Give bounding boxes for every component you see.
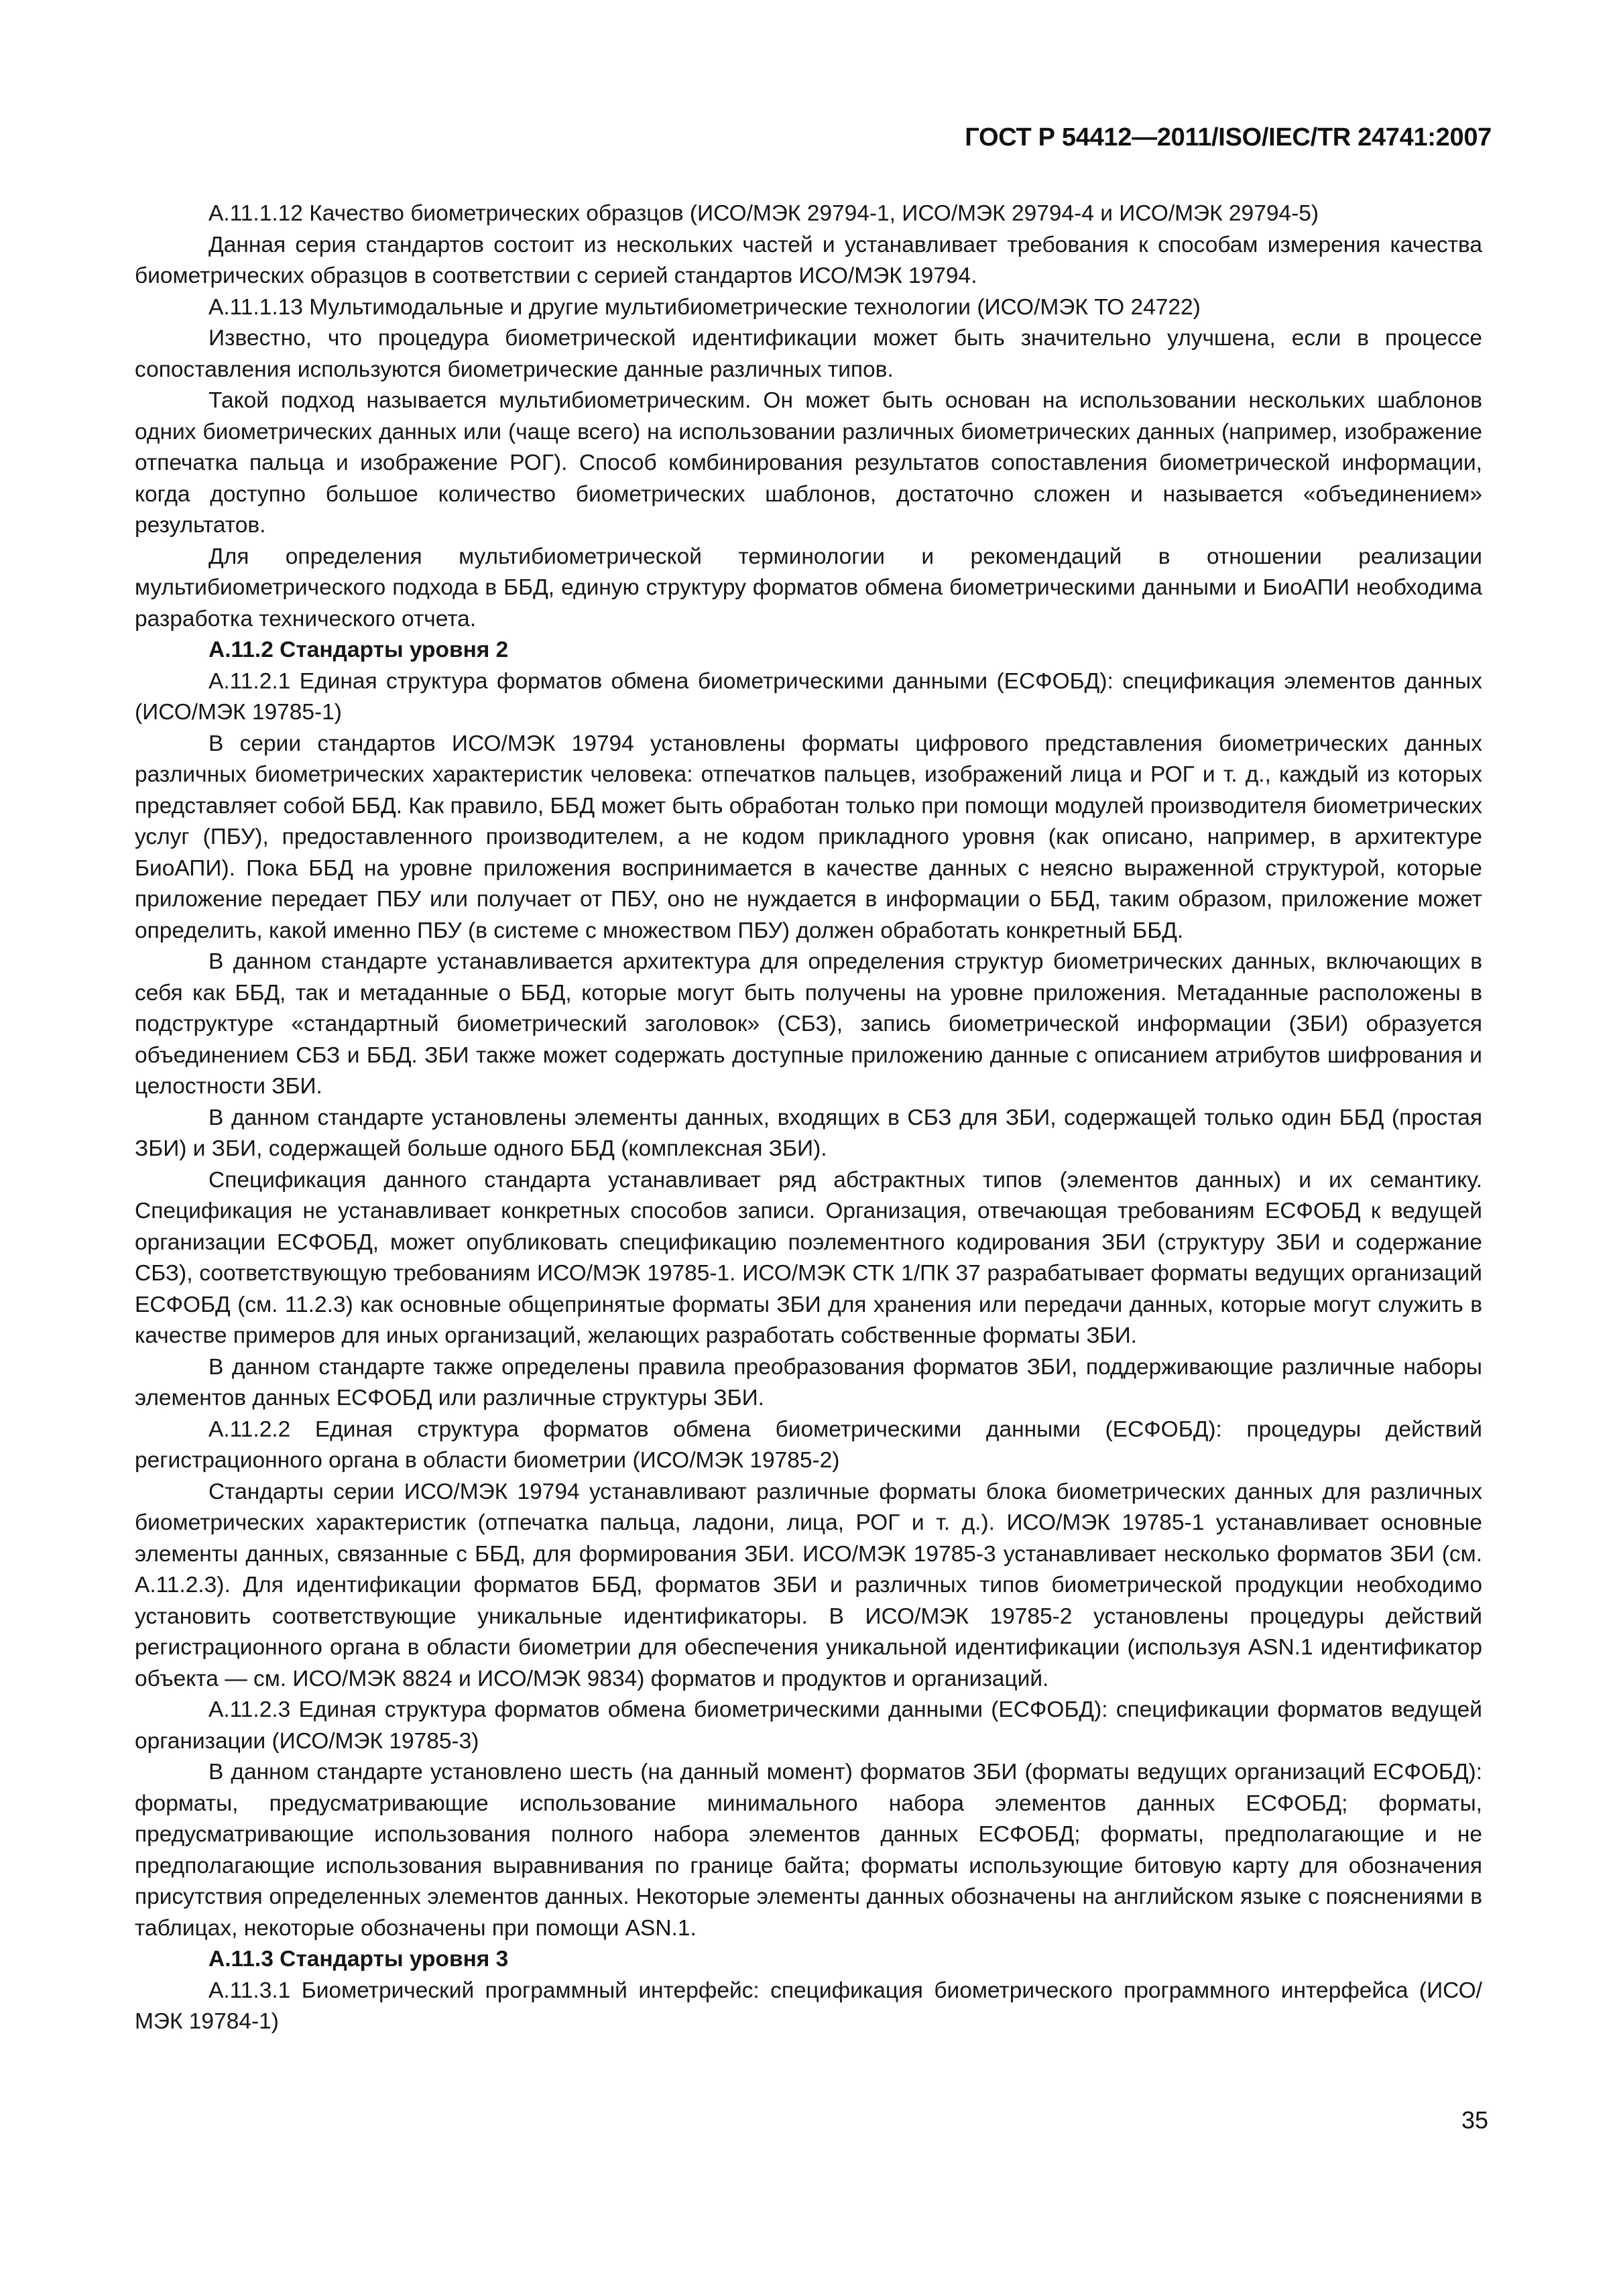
section-heading-a-11-3: А.11.3 Стандарты уровня 3 [208, 1947, 509, 1972]
paragraph-a-11-2-1: А.11.2.1 Единая структура форматов обмена биометрическими данными (ЕСФОБД): спецификация элементов данных (ИСО/МЭК 19785-1) [135, 668, 1482, 725]
paragraph-text: Данная серия стандартов состоит из нескольких частей и устанавливает требования к способам измерения качества биометрических образцов в соответствии с серией стандартов ИСО/МЭК 19794. [135, 232, 1482, 288]
paragraph-a-11-1-13: А.11.1.13 Мультимодальные и другие мультибиометрические технологии (ИСО/МЭК ТО 24722) [208, 294, 1201, 320]
paragraph-text: Для определения мультибиометрической терминологии и рекомендаций в отношении реализации мультибиометрического подхода в ББД, единую структуру форматов обмена биометрическими данными и БиоАПИ необходима разработка технического отчета. [135, 544, 1482, 631]
paragraph-a-11-3-1: А.11.3.1 Биометрический программный интерфейс: спецификация биометрического программного интерфейса (ИСО/МЭК 19784-1) [135, 1978, 1482, 2034]
paragraph-text: В данном стандарте установлено шесть (на данный момент) форматов ЗБИ (форматы ведущих организаций ЕСФОБД): форматы, предусматривающие использование минимального набора элементов данных ЕСФОБД; форматы, предусматривающие использования полного набора элементов данных ЕСФОБД; форматы, предполагающие и не предполагающие использования выравнивания по границе байта; форматы использующие битовую карту для обозначения присутствия определенных элементов данных. Некоторые элементы данных обозначены на английском языке с пояснениями в таблицах, некоторые обозначены при помощи ASN.1. [135, 1760, 1482, 1941]
section-heading-a-11-2: А.11.2 Стандарты уровня 2 [208, 638, 509, 662]
paragraph-text: Спецификация данного стандарта устанавливает ряд абстрактных типов (элементов данных) и их семантику. Спецификация не устанавливает конкретных способов записи. Организация, отвечающая требованиям ЕСФОБД к ведущей организации ЕСФОБД, может опубликовать спецификацию поэлементного кодирования ЗБИ (структуру ЗБИ и содержание СБЗ), соответствующую требованиям ИСО/МЭК 19785-1. ИСО/МЭК СТК 1/ПК 37 разрабатывает форматы ведущих организаций ЕСФОБД (см. 11.2.3) как основные общепринятые форматы ЗБИ для хранения или передачи данных, которые могут служить в качестве примеров для иных организаций, желающих разработать собственные форматы ЗБИ. [135, 1167, 1482, 1348]
paragraph-text: Стандарты серии ИСО/МЭК 19794 устанавливают различные форматы блока биометрических данных для различных биометрических характеристик (отпечатка пальца, ладони, лица, РОГ и т. д.). ИСО/МЭК 19785-1 устанавливает основные элементы данных, связанные с ББД, для формирования ЗБИ. ИСО/МЭК 19785-3 устанавливает несколько форматов ЗБИ (см. А.11.2.3). Для идентификации форматов ББД, форматов ЗБИ и различных типов биометрической продукции необходимо установить соответствующие уникальные идентификаторы. В ИСО/МЭК 19785-2 установлены процедуры действий регистрационного органа в области биометрии для обеспечения уникальной идентификации (используя ASN.1 идентификатор объекта — см. ИСО/МЭК 8824 и ИСО/МЭК 9834) форматов и продуктов и организаций. [135, 1479, 1482, 1691]
document-body [135, 198, 1482, 2038]
paragraph-a-11-2-3: А.11.2.3 Единая структура форматов обмена биометрическими данными (ЕСФОБД): спецификации форматов ведущей организации (ИСО/МЭК 19785-3) [135, 1697, 1482, 1754]
paragraph-a-11-1-12: А.11.1.12 Качество биометрических образцов (ИСО/МЭК 29794-1, ИСО/МЭК 29794-4 и ИСО/МЭК 29794-5) [208, 201, 1319, 226]
page-number: 35 [1461, 2106, 1488, 2134]
paragraph-text: В данном стандарте установлены элементы данных, входящих в СБЗ для ЗБИ, содержащей только один ББД (простая ЗБИ) и ЗБИ, содержащей больше одного ББД (комплексная ЗБИ). [135, 1105, 1482, 1161]
document-header: ГОСТ Р 54412—2011/ISO/IEC/TR 24741:2007 [965, 123, 1492, 152]
paragraph-a-11-2-2: А.11.2.2 Единая структура форматов обмена биометрическими данными (ЕСФОБД): процедуры действий регистрационного органа в области биометрии (ИСО/МЭК 19785-2) [135, 1416, 1482, 1473]
paragraph-text: В данном стандарте также определены правила преобразования форматов ЗБИ, поддерживающие различные наборы элементов данных ЕСФОБД или различные структуры ЗБИ. [135, 1354, 1482, 1410]
paragraph-text: В данном стандарте устанавливается архитектура для определения структур биометрических данных, включающих в себя как ББД, так и метаданные о ББД, которые могут быть получены на уровне приложения. Метаданные расположены в подструктуре «стандартный биометрический заголовок» (СБЗ), запись биометрической информации (ЗБИ) образуется объединением СБЗ и ББД. ЗБИ также может содержать доступные приложению данные с описанием атрибутов шифрования и целостности ЗБИ. [135, 949, 1482, 1099]
paragraph-text: Известно, что процедура биометрической идентификации может быть значительно улучшена, если в процессе сопоставления используются биометрические данные различных типов. [135, 326, 1482, 382]
paragraph-text: В серии стандартов ИСО/МЭК 19794 установлены форматы цифрового представления биометрических данных различных биометрических характеристик человека: отпечатков пальцев, изображений лица и РОГ и т. д., каждый из которых представляет собой ББД. Как правило, ББД может быть обработан только при помощи модулей производителя биометрических услуг (ПБУ), предоставленного производителем, а не кодом прикладного уровня (как описано, например, в архитектуре БиоАПИ). Пока ББД на уровне приложения воспринимается в качестве данных с неясно выраженной структурой, которые приложение передает ПБУ или получает от ПБУ, оно не нуждается в информации о ББД, таким образом, приложение может определить, какой именно ПБУ (в системе с множеством ПБУ) должен обработать конкретный ББД. [135, 731, 1482, 943]
paragraph-text: Такой подход называется мультибиометрическим. Он может быть основан на использовании нескольких шаблонов одних биометрических данных или (чаще всего) на использовании различных биометрических данных (например, изображение отпечатка пальца и изображение РОГ). Способ комбинирования результатов сопоставления биометрической информации, когда доступно большое количество биометрических шаблонов, достаточно сложен и называется «объединением» результатов. [135, 388, 1482, 538]
